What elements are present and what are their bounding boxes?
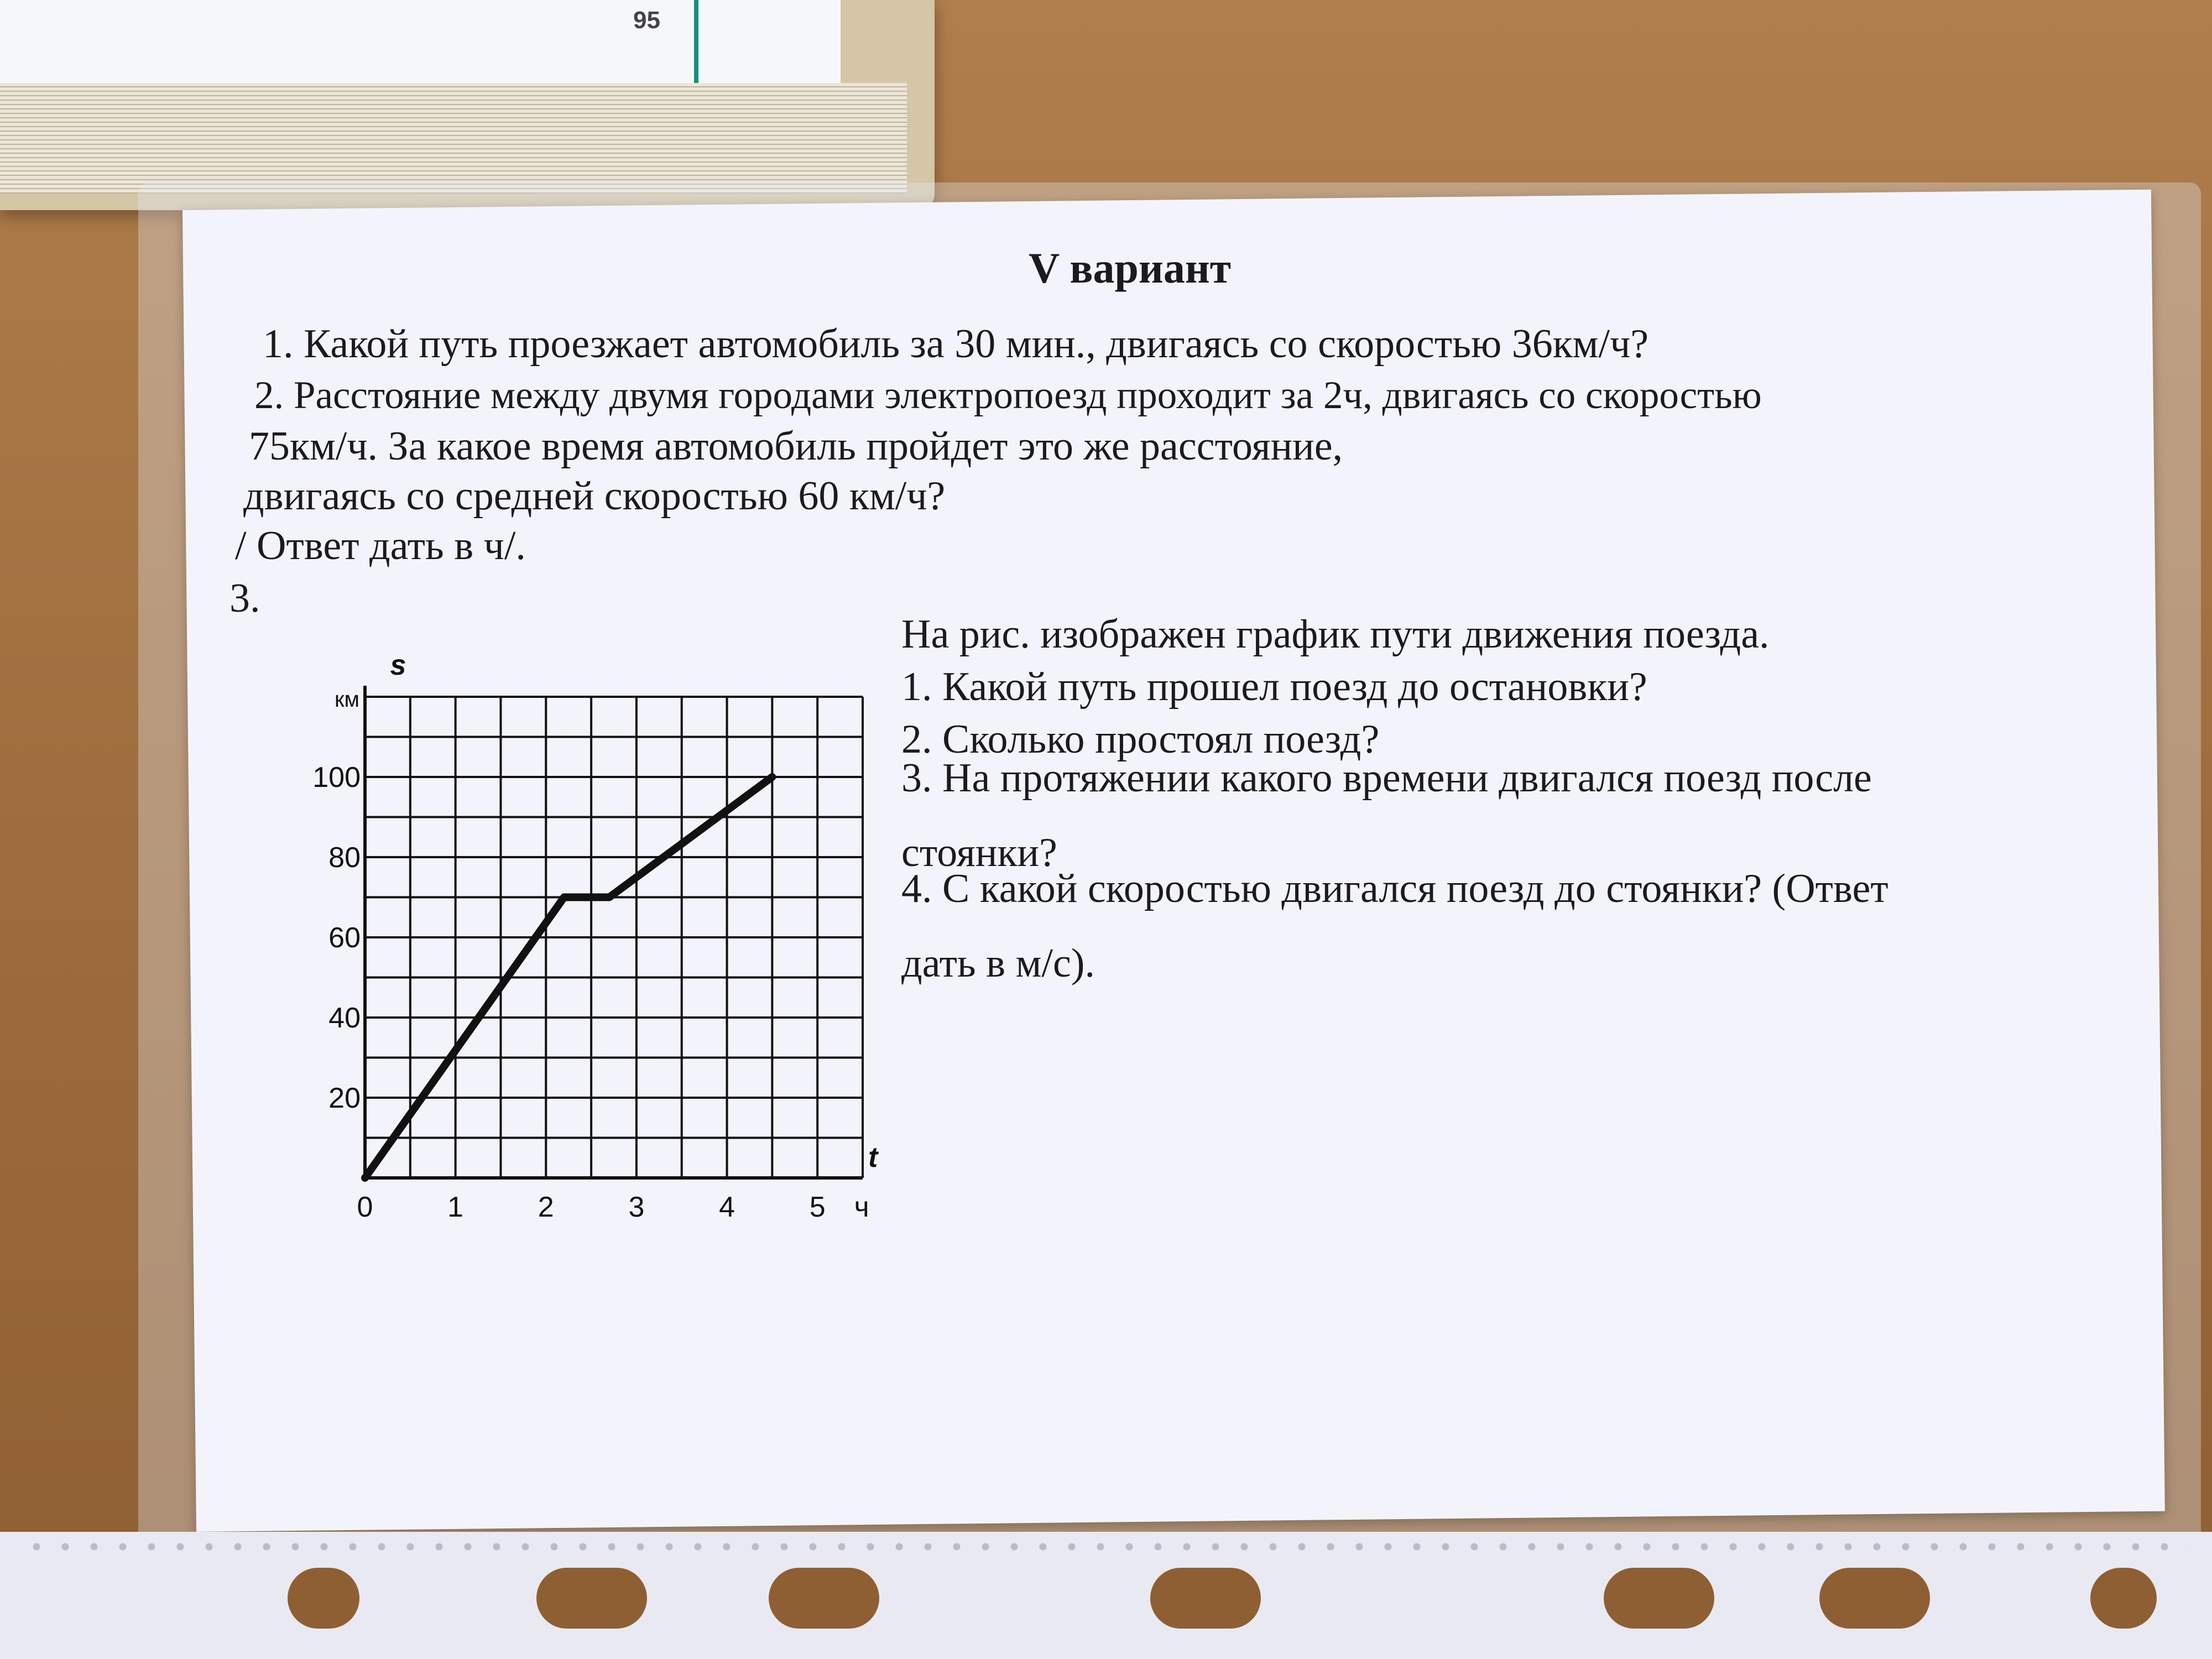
book [0,0,935,210]
task3-q4-line-1: 4. С какой скоростью двигался поезд до стоянки? (Ответ [901,866,1888,911]
book-margin-line [694,0,698,83]
binder-hole [1819,1568,1930,1629]
series-point [606,894,613,901]
x-tick-label: 2 [538,1191,554,1223]
y-tick-label: 60 [328,922,361,954]
y-tick-label: 80 [328,842,361,874]
y-tick-label: 100 [312,761,361,794]
worksheet-title: V вариант [1029,244,1232,292]
question-1-line: 1. Какой путь проезжает автомобиль за 30 мин., двигаясь со скоростью 36км/ч? [263,321,1649,367]
question-2-line-2: 75км/ч. За какое время автомобиль пройдет это же расстояние, [249,424,1343,469]
y-axis-letter: s [390,649,406,681]
binder-hole [288,1568,359,1629]
path-time-chart [310,641,907,1250]
sleeve-perforation-dots [22,1540,2190,1553]
x-axis-unit: ч [854,1191,869,1223]
binder-hole [769,1568,879,1629]
binder-hole [2090,1568,2157,1629]
y-axis-unit: км [335,687,359,712]
binder-hole [536,1568,647,1629]
book-page [0,0,841,83]
series-point [561,894,567,901]
binder-hole [1604,1568,1714,1629]
task3-q4-line-2: дать в м/с). [901,941,1095,986]
question-2-answer-note: / Ответ дать в ч/. [235,523,526,568]
task3-intro: На рис. изображен график пути движения поезда. [901,612,1770,657]
question-2-line-3: двигаясь со средней скоростью 60 км/ч? [243,473,946,519]
x-tick-label: 4 [719,1191,735,1223]
x-tick-label: 0 [357,1191,373,1223]
book-page-edges [0,83,907,194]
y-tick-label: 20 [328,1082,361,1114]
task3-q1: 1. Какой путь прошел поезд до остановки? [901,664,1647,709]
task3-q3-line-2: стоянки? [901,830,1057,875]
series-point [769,774,775,780]
x-tick-label: 5 [809,1191,826,1223]
task3-q2: 2. Сколько простоял поезд? [901,717,1380,762]
task3-q3-line-1: 3. На протяжении какого времени двигался поезд после [901,755,1872,801]
series-point [362,1175,368,1181]
y-tick-label: 40 [328,1002,361,1034]
x-tick-label: 1 [447,1191,464,1223]
x-tick-label: 3 [628,1191,645,1223]
question-3-number: 3. [229,576,260,621]
question-2-line-1: 2. Расстояние между двумя городами электропоезд проходит за 2ч, двигаясь со скоростью [254,374,1762,417]
book-page-number: 95 [633,7,660,34]
binder-hole [1150,1568,1261,1629]
x-axis-letter: t [868,1141,878,1173]
